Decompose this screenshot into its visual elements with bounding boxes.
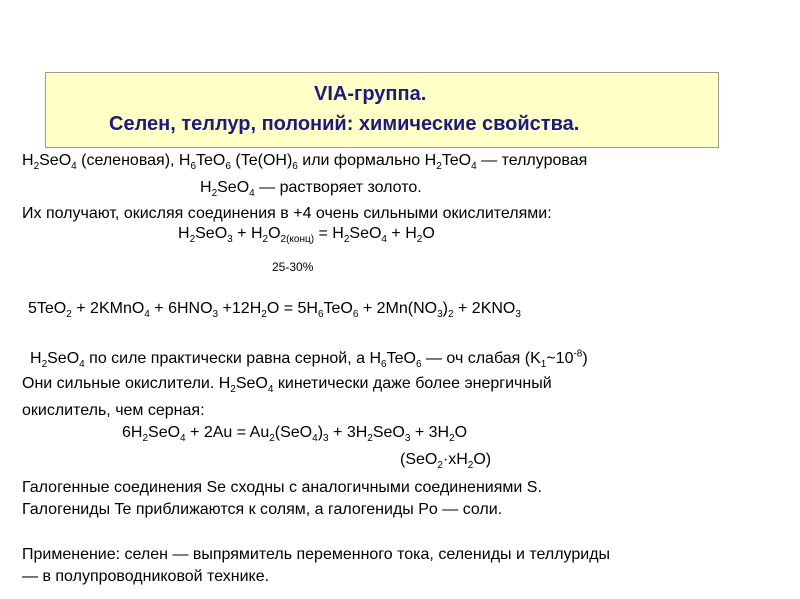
title-box	[45, 72, 719, 148]
concentration-note: 25-30%	[272, 260, 314, 274]
text-line-application-1: Применение: селен — выпрямитель переменного тока, селениды и теллуриды	[22, 546, 611, 563]
equation-2: 5TeO$_2$ + 2KMnO$_4$ + $6HNO_3 +12H_2O = 5H_6TeO_6 + 2Mn(NO_3)_2 + 2KNO_3$	[28, 300, 521, 321]
text-line-acids: $H_2SeO_4$ (селеновая), $H_6TeO_6$ ($Te(OH)_6$ или формально $H_2TeO_4$ — теллуровая	[22, 152, 588, 173]
text-line-acid-strength: $H_2SeO_4$ по силе практически равна серной, а $H_6TeO_6$ — оч слабая $(K_1\sim 10^{-8})$	[30, 348, 588, 371]
text-line-oxidizers: Они сильные окислители. $H_2SeO_4$ кинетически даже более энергичный	[22, 375, 552, 396]
text-line-application-2: — в полупроводниковой технике.	[22, 568, 270, 585]
text-line-preparation: Их получают, окисляя соединения в +4 очень сильными окислителями:	[22, 205, 552, 222]
title-line-2: Селен, теллур, полоний: химические свойства.	[109, 113, 580, 135]
title-line-1: VIA-группа.	[314, 83, 427, 105]
equation-3: $6H_2SeO_4 + 2Au = Au_2(SeO_4)_3 + 3H_2SeO_3 + 3H_2O$	[122, 424, 468, 445]
equation-1: $H_2SeO_3 + H_2O_{2(конц)} = H_2SeO_4 + H_2O$	[178, 225, 435, 246]
text-line-gold: $H_2SeO_4$ — растворяет золото.	[200, 179, 422, 200]
equation-3-note: $(SeO_2\cdot xH_2O)$	[400, 451, 492, 472]
text-line-halogen-1: Галогенные соединения Se сходны с аналогичными соединениями S.	[22, 479, 542, 496]
text-line-oxidizer-cont: окислитель, чем серная:	[22, 402, 205, 419]
text-line-halogen-2: Галогениды Te приближаются к солям, а галогениды Po — соли.	[22, 501, 503, 518]
